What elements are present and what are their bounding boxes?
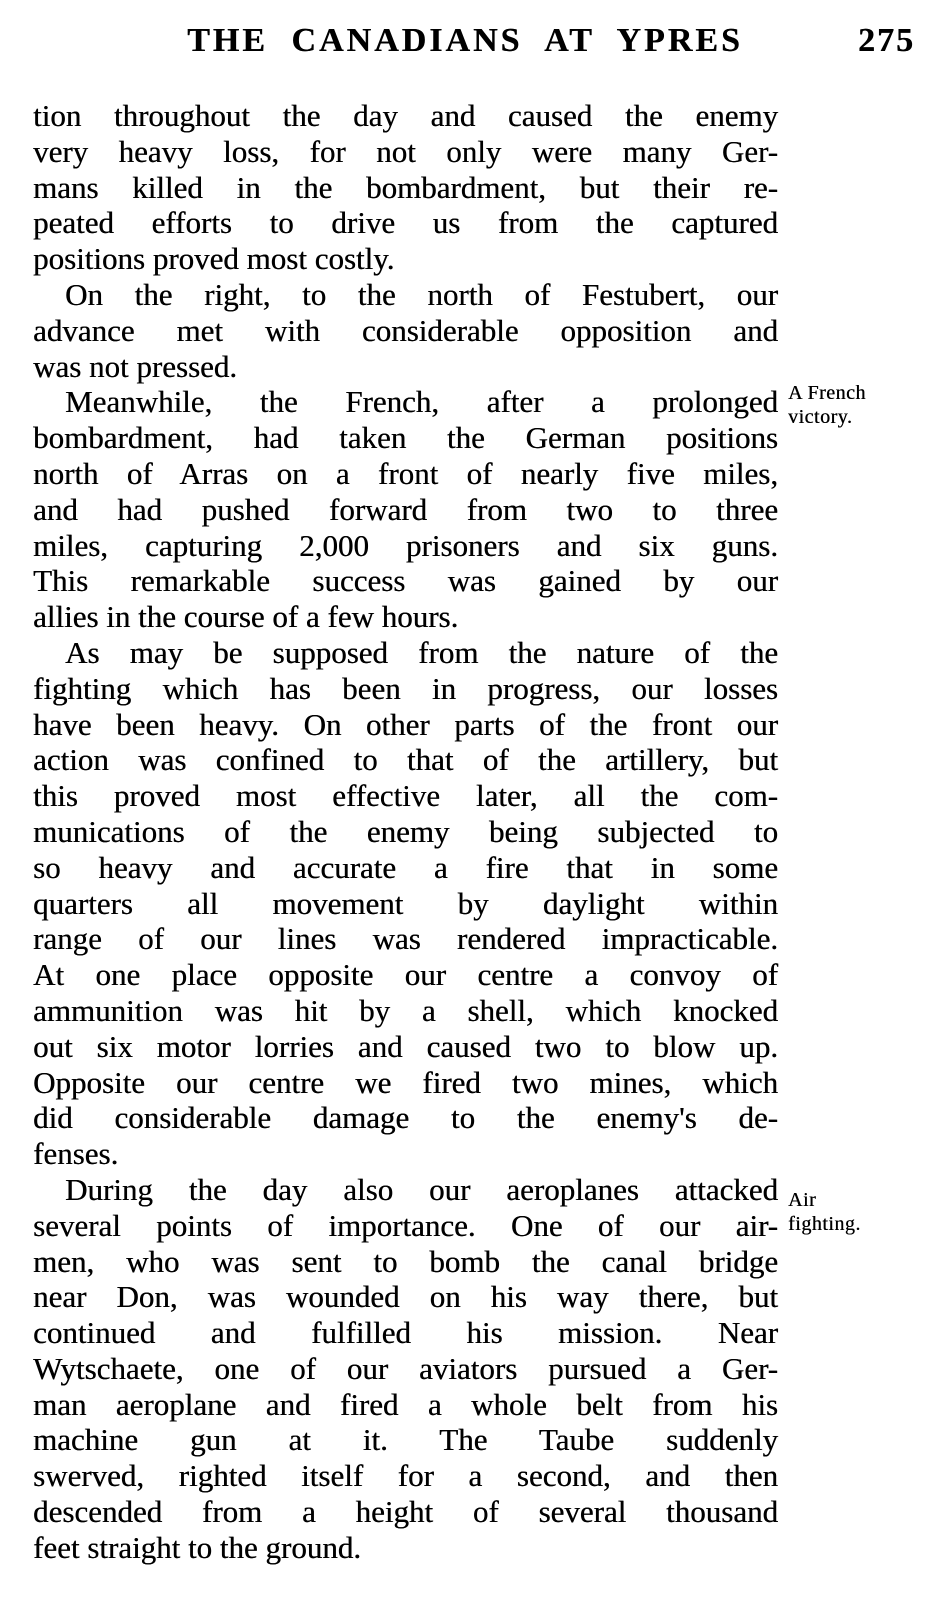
margin-note-line: fighting. bbox=[788, 1212, 861, 1235]
text-line: and had pushed forward from two to three bbox=[33, 491, 778, 527]
text-line: Wytschaete, one of our aviators pursued a Ger- bbox=[33, 1350, 778, 1386]
text-line: On the right, to the north of Festubert, our bbox=[65, 276, 778, 312]
text-line: this proved most effective later, all the com- bbox=[33, 778, 778, 814]
margin-note bbox=[788, 381, 950, 429]
text-line: have been heavy. On other parts of the front our bbox=[33, 706, 778, 742]
running-head: THE CANADIANS AT YPRES bbox=[187, 22, 743, 59]
text-line: fighting which has been in progress, our losses bbox=[33, 670, 778, 706]
text-line: bombardment, had taken the German positions bbox=[33, 420, 778, 456]
text-line: north of Arras on a front of nearly five miles, bbox=[33, 455, 778, 491]
text-line: ammunition was hit by a shell, which knocked bbox=[33, 992, 778, 1028]
text-line: peated efforts to drive us from the captured bbox=[33, 205, 778, 241]
text-line: swerved, righted itself for a second, and then bbox=[33, 1458, 778, 1494]
text-line: was not pressed. bbox=[33, 348, 238, 384]
text-line: man aeroplane and fired a whole belt from his bbox=[33, 1386, 778, 1422]
text-line: miles, capturing 2,000 prisoners and six guns. bbox=[33, 527, 778, 563]
text-line: During the day also our aeroplanes attacked bbox=[65, 1171, 778, 1207]
text-line: quarters all movement by daylight within bbox=[33, 885, 778, 921]
text-line: machine gun at it. The Taube suddenly bbox=[33, 1422, 778, 1458]
text-line: men, who was sent to bomb the canal bridge bbox=[33, 1243, 778, 1279]
text-line: fenses. bbox=[33, 1136, 119, 1172]
margin-note-line: victory. bbox=[788, 406, 853, 429]
paragraph bbox=[33, 635, 778, 1172]
margin-note-line: A French bbox=[788, 382, 866, 405]
text-line: very heavy loss, for not only were many Ger- bbox=[33, 133, 778, 169]
text-line: advance met with considerable opposition and bbox=[33, 312, 778, 348]
text-line: feet straight to the ground. bbox=[33, 1529, 361, 1565]
text-line: so heavy and accurate a fire that in some bbox=[33, 849, 778, 885]
text-line: near Don, was wounded on his way there, but bbox=[33, 1279, 778, 1315]
text-line: At one place opposite our centre a convoy of bbox=[33, 957, 778, 993]
text-line: allies in the course of a few hours. bbox=[33, 599, 459, 635]
text-line: mans killed in the bombardment, but their re- bbox=[33, 169, 778, 205]
paragraph bbox=[33, 98, 778, 277]
text-line: Meanwhile, the French, after a prolonged bbox=[65, 384, 778, 420]
paragraph bbox=[33, 382, 866, 635]
text-line: munications of the enemy being subjected to bbox=[33, 813, 778, 849]
text-line: tion throughout the day and caused the enemy bbox=[33, 98, 778, 133]
text-line: action was confined to that of the artillery, but bbox=[33, 742, 778, 778]
paragraph bbox=[33, 1171, 861, 1566]
text-line: several points of importance. One of our air- bbox=[33, 1207, 778, 1243]
text-line: Opposite our centre we fired two mines, which bbox=[33, 1064, 778, 1100]
text-line: continued and fulfilled his mission. Near bbox=[33, 1315, 778, 1351]
margin-note bbox=[788, 1188, 950, 1236]
text-line: out six motor lorries and caused two to blow up. bbox=[33, 1028, 778, 1064]
margin-note-line: Air bbox=[788, 1188, 817, 1211]
text-line: This remarkable success was gained by our bbox=[33, 563, 778, 599]
paragraph bbox=[33, 277, 778, 384]
text-line: As may be supposed from the nature of the bbox=[65, 634, 778, 670]
text-line: positions proved most costly. bbox=[33, 241, 395, 277]
text-line: descended from a height of several thousand bbox=[33, 1494, 778, 1530]
page-body bbox=[33, 98, 866, 1566]
page-number: 275 bbox=[858, 22, 915, 59]
text-line: did considerable damage to the enemy's de- bbox=[33, 1100, 778, 1136]
text-line: range of our lines was rendered impracticable. bbox=[33, 921, 778, 957]
